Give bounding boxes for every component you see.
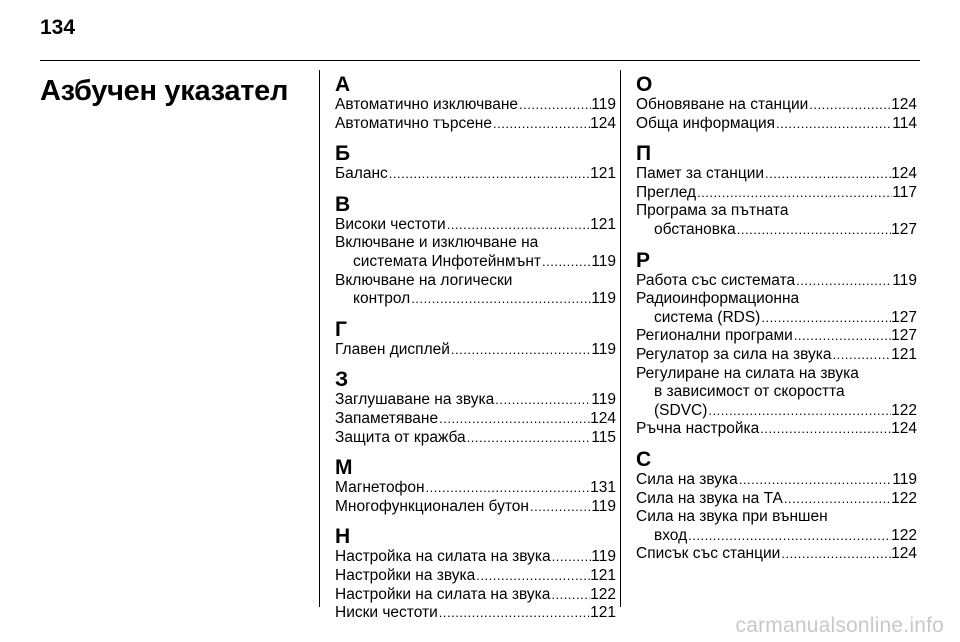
section-letter: О <box>636 73 653 96</box>
page-ref: 124 <box>590 409 616 427</box>
entry-text: Списък със станции <box>636 545 781 563</box>
index-section <box>335 319 616 360</box>
index-column-2 <box>636 74 917 574</box>
page-ref: 122 <box>590 585 616 603</box>
dot-leader <box>438 604 590 623</box>
entry-text: Запаметяване <box>335 409 439 427</box>
dot-leader <box>808 96 891 115</box>
dot-leader <box>446 216 590 235</box>
page-ref: 119 <box>591 497 616 515</box>
page-ref: 127 <box>891 220 917 238</box>
index-entry-line: Сила на звука при външен <box>636 508 828 526</box>
entry-text: Преглед <box>636 183 697 201</box>
index-entry[interactable] <box>335 165 616 184</box>
page-ref: 127 <box>891 308 917 326</box>
index-entry[interactable] <box>335 586 616 605</box>
entry-text: Настройки на звука <box>335 566 476 584</box>
index-entry[interactable] <box>335 391 616 410</box>
entry-text: Регулатор за сила на звука <box>636 345 832 363</box>
page-ref: 122 <box>891 401 917 419</box>
section-letter: Б <box>335 142 351 166</box>
index-section <box>335 143 616 184</box>
index-entry[interactable] <box>335 567 616 586</box>
index-entry[interactable] <box>636 545 917 564</box>
entry-text: Автоматично изключване <box>335 96 519 113</box>
index-entry[interactable] <box>335 548 616 567</box>
entry-text: Настройка на силата на звука <box>335 548 551 566</box>
index-entry[interactable] <box>335 115 616 134</box>
dot-leader <box>388 165 590 184</box>
page-ref: 124 <box>891 545 917 563</box>
dot-leader <box>425 479 591 498</box>
dot-leader <box>518 96 591 115</box>
entry-text: Високи честоти <box>335 215 446 233</box>
dot-leader <box>832 346 892 365</box>
index-section <box>636 250 917 439</box>
page-ref: 119 <box>591 96 616 113</box>
page-ref: 119 <box>591 548 616 566</box>
index-entry[interactable] <box>636 184 917 203</box>
watermark: carmanualsonline.info <box>735 614 944 637</box>
page-title: Азбучен указател <box>40 75 289 107</box>
index-section <box>636 74 917 133</box>
index-entry-line: Регулиране на силата на звука <box>636 364 859 382</box>
index-section <box>335 369 616 447</box>
page-ref: 117 <box>892 183 917 201</box>
page-ref: 119 <box>591 340 616 358</box>
dot-leader <box>438 410 590 429</box>
dot-leader <box>736 221 891 240</box>
dot-leader <box>795 272 892 291</box>
page-ref: 115 <box>591 428 616 446</box>
index-entry-line: Програма за пътната <box>636 202 789 220</box>
entry-text: Автоматично търсене <box>335 114 492 132</box>
index-entry[interactable] <box>636 221 917 240</box>
dot-leader <box>759 420 891 439</box>
index-entry[interactable] <box>636 327 917 346</box>
page-ref: 124 <box>891 420 917 438</box>
header-rule <box>40 60 920 61</box>
dot-leader <box>550 586 590 605</box>
index-entry[interactable] <box>335 498 616 517</box>
dot-leader <box>494 391 591 410</box>
entry-text: Регионални програми <box>636 327 793 345</box>
index-section <box>335 457 616 516</box>
entry-text: система (RDS) <box>654 308 761 326</box>
section-letter: З <box>335 368 349 392</box>
index-column-1 <box>335 74 616 633</box>
page-ref: 122 <box>891 489 917 507</box>
dot-leader <box>775 115 892 134</box>
entry-text: Памет за станции <box>636 165 765 183</box>
dot-leader <box>410 290 591 309</box>
dot-leader <box>450 341 591 360</box>
index-entry-line: Радиоинформационна <box>636 290 800 308</box>
column-divider-2 <box>620 70 621 607</box>
page-ref: 119 <box>892 470 917 488</box>
index-entry[interactable] <box>335 410 616 429</box>
index-section <box>335 74 616 133</box>
page-ref: 119 <box>591 391 616 409</box>
page-ref: 122 <box>891 526 917 544</box>
page-number: 134 <box>40 16 76 39</box>
page-ref: 124 <box>590 114 616 132</box>
entry-text: вход <box>654 526 688 544</box>
dot-leader <box>529 498 591 517</box>
section-letter: Н <box>335 525 351 549</box>
index-entry[interactable] <box>636 96 917 115</box>
index-entry[interactable] <box>636 402 917 421</box>
entry-text: Работа със системата <box>636 271 796 289</box>
page-ref: 121 <box>590 165 616 183</box>
dot-leader <box>696 184 892 203</box>
section-letter: М <box>335 456 353 480</box>
index-entry[interactable] <box>636 490 917 509</box>
dot-leader <box>764 165 891 184</box>
dot-leader <box>780 545 891 564</box>
index-section <box>335 194 616 309</box>
dot-leader <box>738 471 892 490</box>
index-entry-line: в зависимост от скоростта <box>654 383 845 401</box>
entry-text: Многофункционален бутон <box>335 497 529 515</box>
entry-text: Ниски честоти <box>335 604 438 622</box>
page-ref: 121 <box>590 604 616 622</box>
page-ref: 124 <box>891 96 917 113</box>
entry-text: Сила на звука на ТА <box>636 489 783 507</box>
page-ref: 114 <box>892 114 917 132</box>
section-letter: С <box>636 447 652 471</box>
section-letter: А <box>335 73 351 96</box>
entry-text: Настройки на силата на звука <box>335 585 551 603</box>
index-entry[interactable] <box>335 290 616 309</box>
index-section <box>636 143 917 239</box>
index-entry[interactable] <box>335 341 616 360</box>
page-ref: 119 <box>892 271 917 289</box>
entry-text: Заглушаване на звука <box>335 391 495 409</box>
entry-text: контрол <box>353 290 411 308</box>
index-entry[interactable] <box>636 272 917 291</box>
index-entry[interactable] <box>335 604 616 623</box>
section-letter: В <box>335 192 351 216</box>
entry-text: Главен дисплей <box>335 340 450 358</box>
index-entry[interactable] <box>335 479 616 498</box>
index-entry[interactable] <box>335 253 616 272</box>
dot-leader <box>707 402 891 421</box>
index-entry[interactable] <box>636 527 917 546</box>
page-ref: 121 <box>590 215 616 233</box>
page-ref: 119 <box>591 290 616 308</box>
index-entry[interactable] <box>335 96 616 115</box>
page-ref: 119 <box>591 252 616 270</box>
page-ref: 121 <box>891 345 917 363</box>
section-letter: П <box>636 142 652 166</box>
entry-text: (SDVC) <box>654 401 708 419</box>
entry-text: Защита от кражба <box>335 428 466 446</box>
entry-text: Ръчна настройка <box>636 420 760 438</box>
page-ref: 127 <box>891 327 917 345</box>
index-entry[interactable] <box>636 420 917 439</box>
page-ref: 131 <box>590 479 616 497</box>
index-entry[interactable] <box>636 471 917 490</box>
dot-leader <box>475 567 590 586</box>
index-entry-line: Включване на логически <box>335 271 513 289</box>
index-entry[interactable] <box>335 429 616 448</box>
dot-leader <box>783 490 891 509</box>
page-ref: 121 <box>590 566 616 584</box>
index-entry[interactable] <box>335 216 616 235</box>
entry-text: Баланс <box>335 165 388 183</box>
index-section <box>636 449 917 564</box>
index-entry[interactable] <box>636 115 917 134</box>
entry-text: Обща информация <box>636 114 776 132</box>
index-entry[interactable] <box>636 346 917 365</box>
index-entry-line: Включване и изключване на <box>335 234 539 252</box>
dot-leader <box>760 309 891 328</box>
index-entry[interactable] <box>636 309 917 328</box>
page-ref: 124 <box>891 165 917 183</box>
entry-text: Магнетофон <box>335 479 425 497</box>
section-letter: Г <box>335 317 347 341</box>
dot-leader <box>687 527 891 546</box>
dot-leader <box>466 429 592 448</box>
index-section <box>335 526 616 622</box>
column-divider-1 <box>319 70 320 607</box>
dot-leader <box>793 327 891 346</box>
entry-text: обстановка <box>654 220 736 238</box>
index-entry[interactable] <box>636 165 917 184</box>
entry-text: Обновяване на станции <box>636 96 809 113</box>
dot-leader <box>551 548 592 567</box>
dot-leader <box>492 115 590 134</box>
entry-text: Сила на звука <box>636 470 738 488</box>
entry-text: системата Инфотейнмънт <box>353 252 541 270</box>
section-letter: Р <box>636 248 651 272</box>
dot-leader <box>541 253 591 272</box>
